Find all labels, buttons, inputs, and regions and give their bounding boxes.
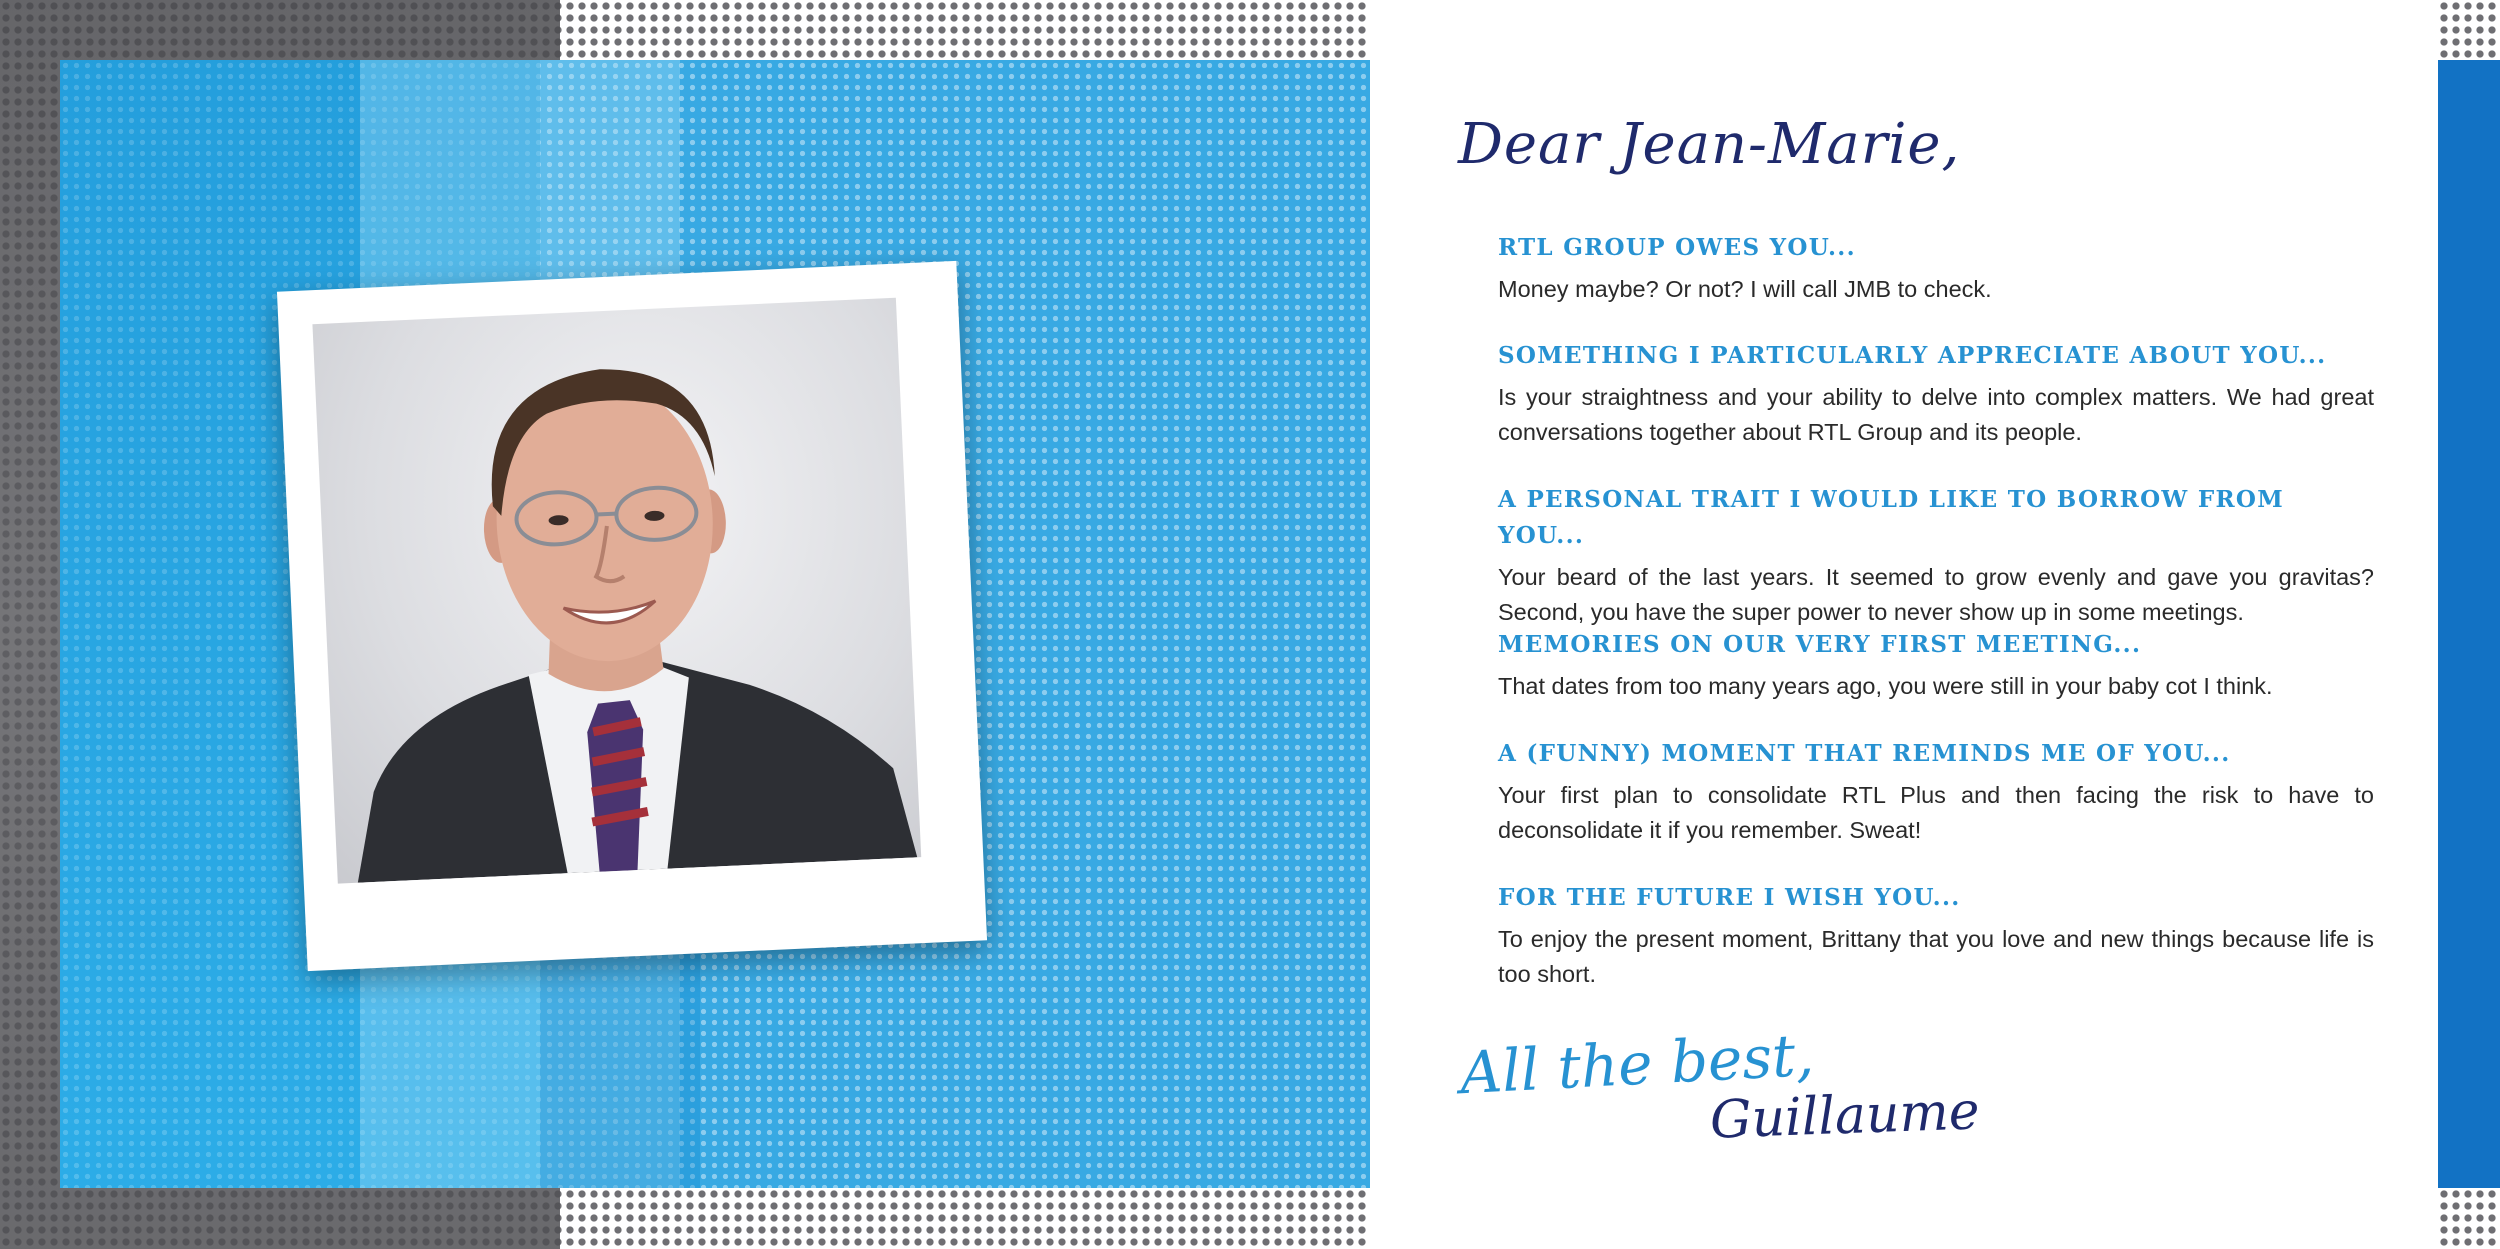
section-question: FOR THE FUTURE I WISH YOU... <box>1498 884 1961 911</box>
section-answer: That dates from too many years ago, you were still in your baby cot I think. <box>1498 673 2273 699</box>
letter-signature: Guillaume <box>1709 1081 1981 1151</box>
section-question: SOMETHING I PARTICULARLY APPRECIATE ABOUT YOU... <box>1498 342 2327 369</box>
section-answer: Is your straightness and your ability to delve into complex matters. We had great conversations together about RTL Group and its people. <box>1498 384 2374 445</box>
letter-section <box>1498 880 2374 992</box>
section-question: A (FUNNY) MOMENT THAT REMINDS ME OF YOU... <box>1498 740 2231 767</box>
blue-edge-strip <box>2438 60 2500 1188</box>
portrait-photo <box>312 298 921 884</box>
letter-closing: All the best, <box>1458 1020 1816 1108</box>
letter-section <box>1498 338 2374 450</box>
section-question: MEMORIES ON OUR VERY FIRST MEETING... <box>1498 631 2142 658</box>
section-answer: To enjoy the present moment, Brittany that you love and new things because life is too short. <box>1498 926 2374 987</box>
section-answer: Money maybe? Or not? I will call JMB to check. <box>1498 276 1992 302</box>
letter-section <box>1498 736 2374 848</box>
letter-section <box>1498 230 2374 307</box>
letter-section <box>1498 482 2374 630</box>
section-answer: Your beard of the last years. It seemed to grow evenly and gave you gravitas? Second, you have the super power to never show up in some meetings. <box>1498 564 2374 625</box>
portrait-illustration <box>312 298 921 884</box>
letter-section <box>1498 627 2374 704</box>
section-question: A PERSONAL TRAIT I WOULD LIKE TO BORROW FROM YOU... <box>1498 486 2285 549</box>
letter-greeting: Dear Jean-Marie, <box>1458 112 1961 177</box>
section-answer: Your first plan to consolidate RTL Plus and then facing the risk to have to deconsolidate it if you remember. Sweat! <box>1498 782 2374 843</box>
right-page <box>1370 0 2500 1249</box>
section-question: RTL GROUP OWES YOU... <box>1498 234 1856 261</box>
polaroid-frame <box>277 261 987 971</box>
